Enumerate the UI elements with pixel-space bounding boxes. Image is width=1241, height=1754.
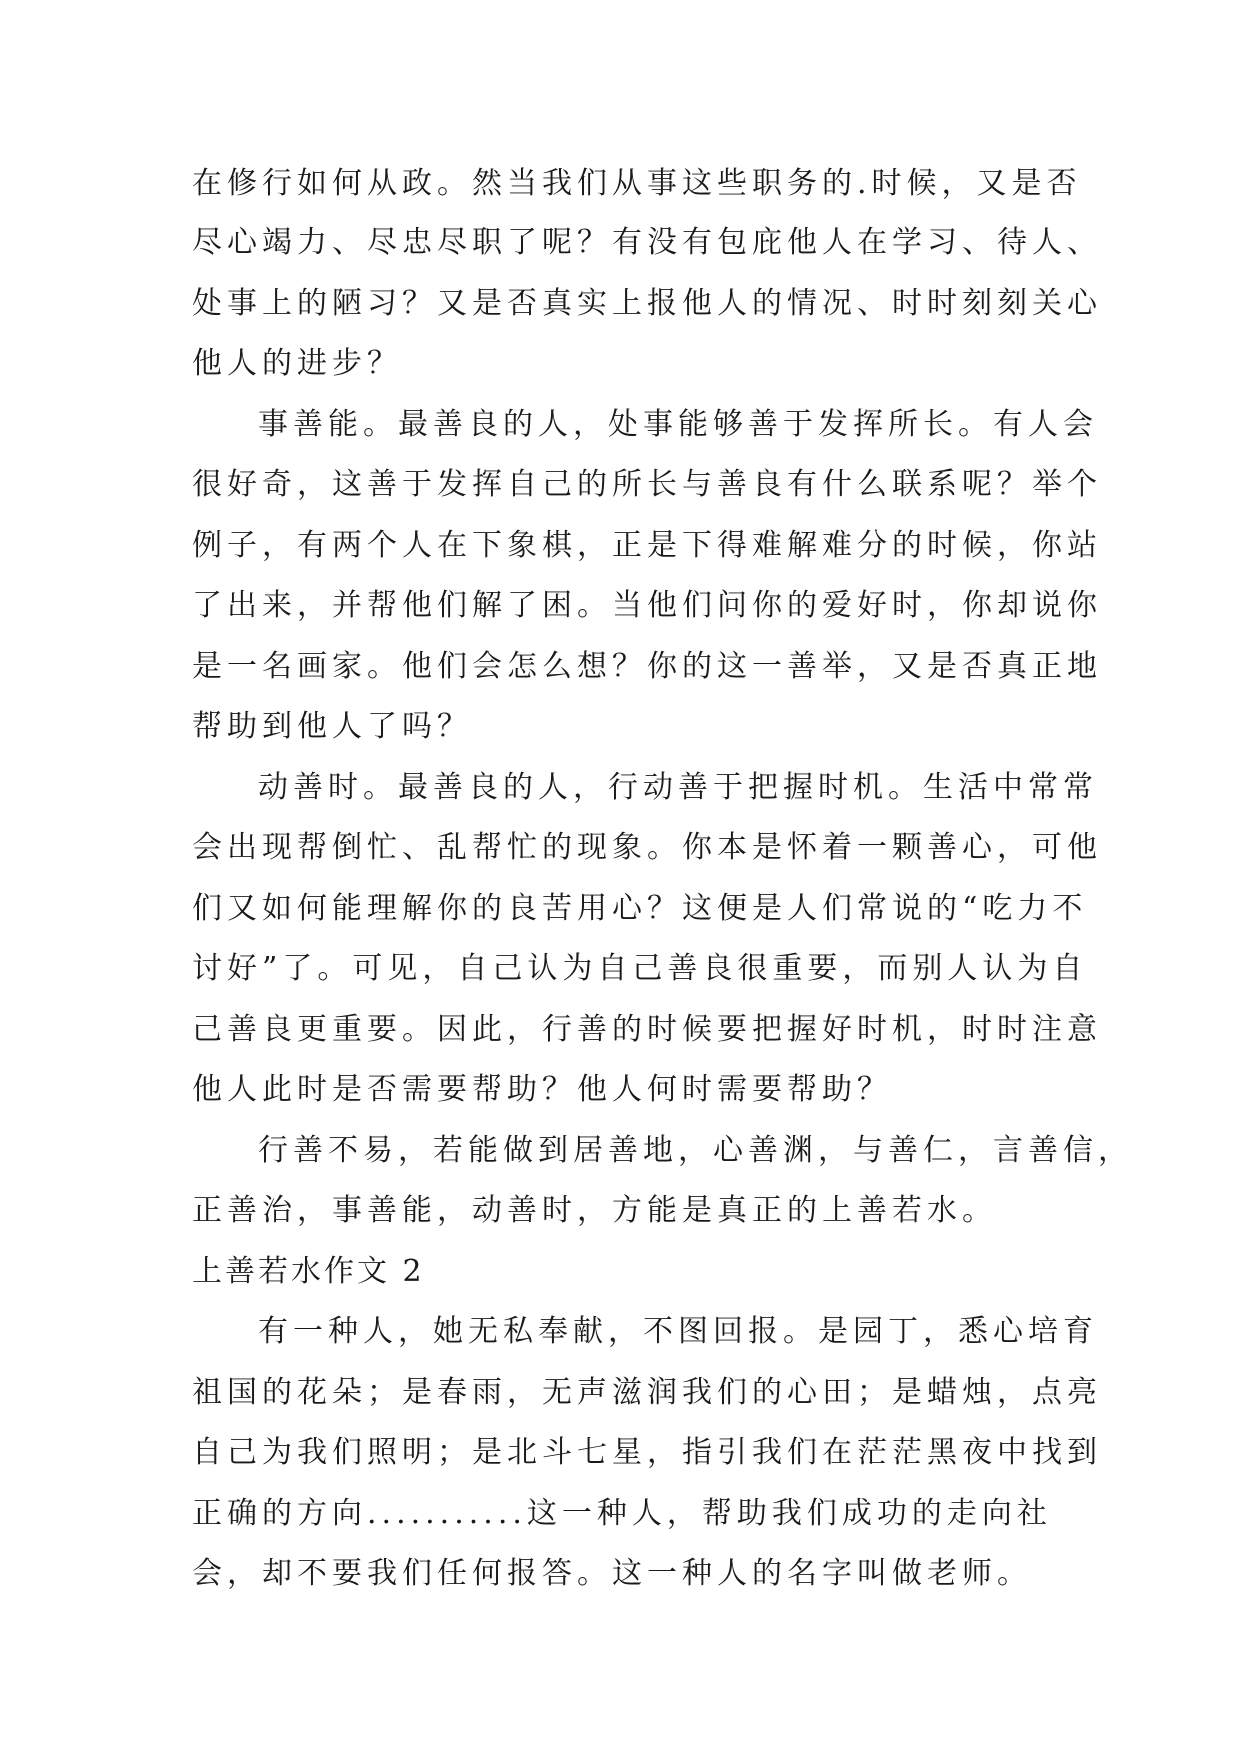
text-line: 是一名画家。他们会怎么想？你的这一善举，又是否真正地	[192, 648, 1102, 684]
paragraph-start-line: 动善时。最善良的人，行动善于把握时机。生活中常常	[258, 769, 1098, 805]
text-line: 正善治，事善能，动善时，方能是真正的上善若水。	[192, 1193, 997, 1228]
text-line: 己善良更重要。因此，行善的时候要把握好时机，时时注意	[192, 1011, 1102, 1047]
paragraph-start-line: 事善能。最善良的人，处事能够善于发挥所长。有人会	[258, 406, 1098, 442]
text-line: 祖国的花朵；是春雨，无声滋润我们的心田；是蜡烛，点亮	[192, 1374, 1102, 1410]
text-line: 会，却不要我们任何报答。这一种人的名字叫做老师。	[192, 1556, 1032, 1591]
text-line: 讨好”了。可见，自己认为自己善良很重要，而别人认为自	[192, 951, 1088, 986]
text-line: 会出现帮倒忙、乱帮忙的现象。你本是怀着一颗善心，可他	[192, 830, 1102, 865]
text-line: 处事上的陋习？又是否真实上报他人的情况、时时刻刻关心	[192, 285, 1102, 321]
text-line: 他人的进步？	[192, 346, 402, 381]
text-line: 在修行如何从政。然当我们从事这些职务的.时候，又是否	[192, 166, 1082, 201]
text-line: 例子，有两个人在下象棋，正是下得难解难分的时候，你站	[192, 527, 1102, 563]
paragraph-start-line: 有一种人，她无私奉献，不图回报。是园丁，悉心培育	[258, 1314, 1098, 1349]
section-heading: 上善若水作文 2	[192, 1253, 425, 1289]
text-line: 正确的方向...........这一种人，帮助我们成功的走向社	[192, 1495, 1052, 1531]
document-body	[192, 155, 1133, 1605]
text-line: 自己为我们照明；是北斗七星，指引我们在茫茫黑夜中找到	[192, 1435, 1102, 1470]
text-line: 帮助到他人了吗？	[192, 709, 472, 744]
text-line: 他人此时是否需要帮助？他人何时需要帮助？	[192, 1072, 892, 1107]
text-line: 尽心竭力、尽忠尽职了呢？有没有包庇他人在学习、待人、	[192, 225, 1102, 260]
text-line: 很好奇，这善于发挥自己的所长与善良有什么联系呢？举个	[192, 467, 1102, 502]
text-line: 了出来，并帮他们解了困。当他们问你的爱好时，你却说你	[192, 588, 1102, 623]
paragraph-start-line: 行善不易，若能做到居善地，心善渊，与善仁，言善信，	[258, 1132, 1133, 1168]
text-line: 们又如何能理解你的良苦用心？这便是人们常说的“吃力不	[192, 890, 1088, 926]
